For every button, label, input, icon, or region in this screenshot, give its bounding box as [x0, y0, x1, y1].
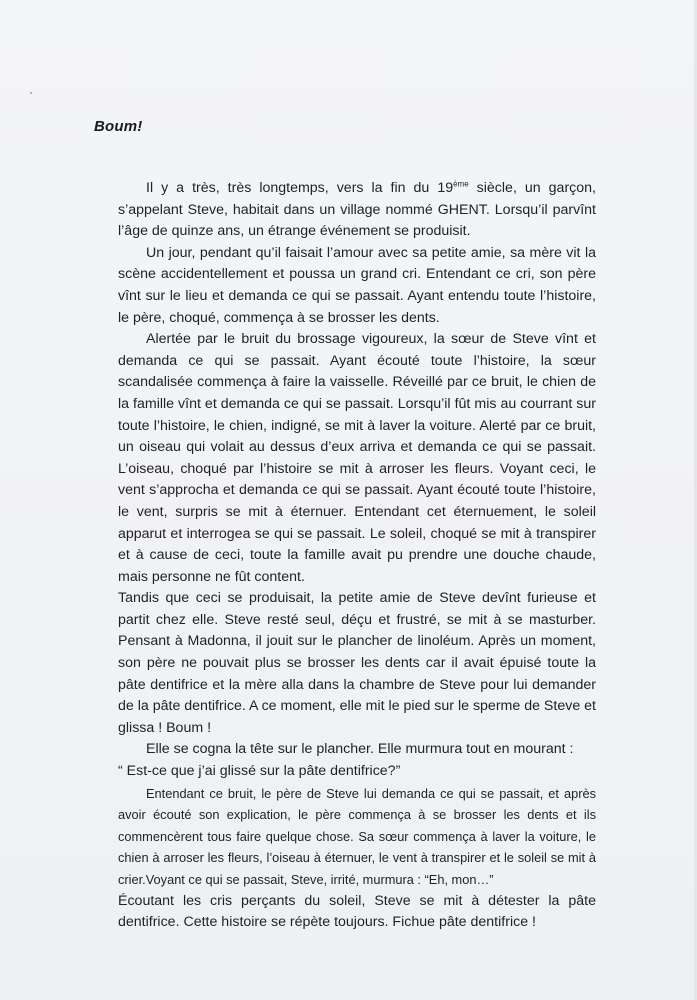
paragraph-8: Écoutant les cris perçants du soleil, Steve se mit à détester la pâte dentifrice. Cette histoire se répète toujours. Fichue pâte dentifrice !: [118, 892, 596, 931]
document-title: Boum!: [94, 118, 143, 135]
paragraph-3: Alertée par le bruit du brossage vigoureux, la sœur de Steve vînt et demanda ce qui se passait. Ayant écouté toute l’histoire, la sœur scandalisée commença à faire la vaisselle. Réveillé par ce bruit, le chien de la famille vînt et demanda ce qui se passait. Lorsqu’il fût mis au courrant sur toute l’histoire, le chien, indigné, se mit à laver la voiture. Alerté par ce bruit, un oiseau qui volait au dessus d’eux arriva et demanda ce qui se passait. L’oiseau, choqué par l’histoire se mit à arroser les fleurs. Voyant ceci, le vent s’approcha et demanda ce qui se passait. Ayant écouté toute l’histoire, le vent, surpris se mit à éternuer. Entendant cet éternuement, le soleil apparut et interrogea se qui se passait. Le soleil, choqué se mit à transpirer et à cause de ceci, toute la famille avait pu prendre une douche chaude, mais personne ne fût content.: [118, 331, 596, 585]
paragraph-1: [118, 178, 596, 243]
ordinal-superscript: ème: [453, 179, 469, 189]
paragraph-6-quote: “ Est-ce que j’ai glissé sur la pâte dentifrice?”: [118, 763, 401, 780]
paragraph-1-start: Il y a très, très longtemps, vers la fin du 19: [146, 180, 454, 196]
paragraph-2: Un jour, pendant qu’il faisait l’amour avec sa petite amie, sa mère vit la scène accidentellement et poussa un grand cri. Entendant ce cri, son père vînt sur le lieu et demanda ce qui se passait. Ayant entendu toute l’histoire, le père, choqué, commença à se brosser les dents.: [118, 244, 596, 326]
paragraph-4: Tandis que ceci se produisait, la petite amie de Steve devînt furieuse et partit chez elle. Steve resté seul, déçu et frustré, se mit à se masturber. Pensant à Madonna, il jouit sur le plancher de linoléum. Après un moment, son père ne pouvait plus se brosser les dents car il avait épuisé toute la pâte dentifrice et la mère alla dans la chambre de Steve pour lui demander de la pâte dentifrice. A ce moment, elle mit le pied sur le sperme de Steve et glissa ! Boum !: [118, 590, 596, 736]
document-body: [118, 178, 596, 934]
paragraph-7: Entendant ce bruit, le père de Steve lui demanda ce qui se passait, et après avoir écouté son explication, le père commença à se brosser les dents et ils commencèrent tous faire quelque chose. Sa sœur commença à laver la voiture, le chien à arroser les fleurs, l’oiseau à éternuer, le vent à transpirer et le soleil se mit à crier.Voyant ce qui se passait, Steve, irrité, murmura : “Eh, mon…”: [118, 785, 596, 887]
paragraph-5: Elle se cogna la tête sur le plancher. Elle murmura tout en mourant :: [146, 741, 574, 758]
scan-speck: [30, 92, 32, 94]
paragraph-1-end: siècle, un garçon, s’appelant Steve, habitait dans un village nommé GHENT. Lorsqu’il parvînt l’âge de quinze ans, un étrange événement se produisit.: [118, 180, 596, 240]
